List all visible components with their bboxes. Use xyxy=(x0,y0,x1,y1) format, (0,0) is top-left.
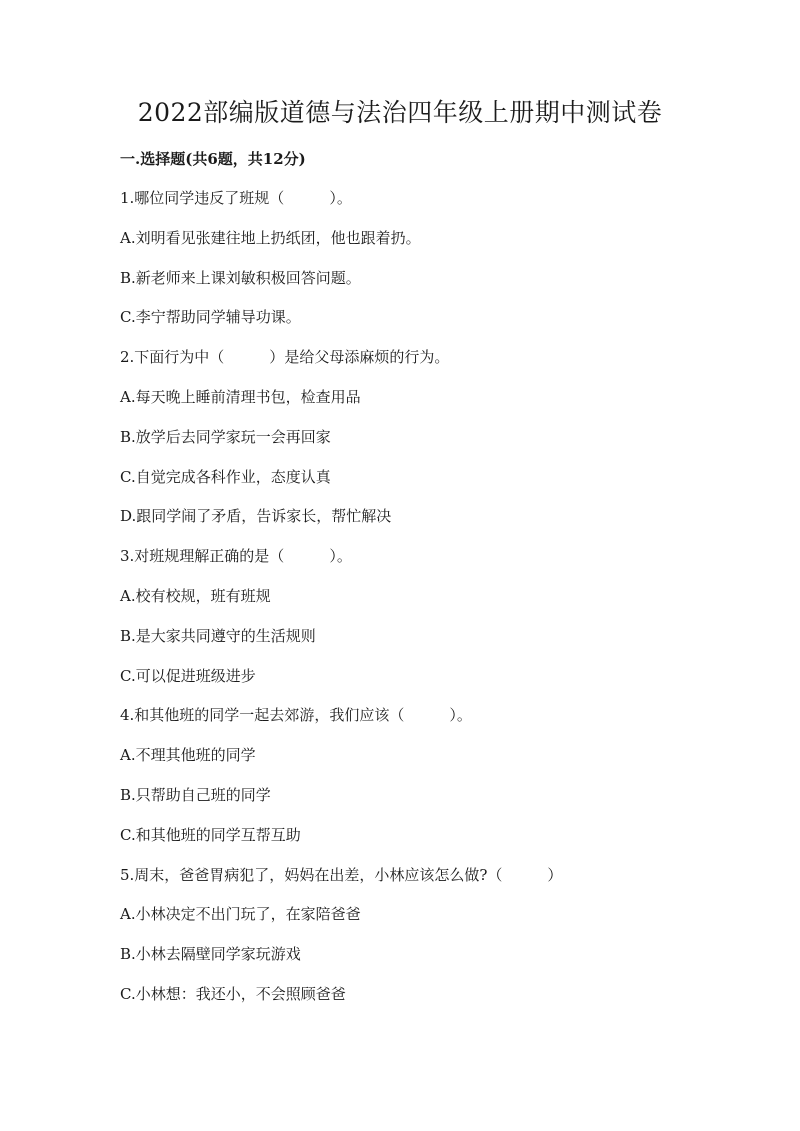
question-option: B.是大家共同遵守的生活规则 xyxy=(120,626,316,645)
question-stem: 1.哪位同学违反了班规（ ）。 xyxy=(120,189,352,207)
question-option: A.刘明看见张建往地上扔纸团，他也跟着扔。 xyxy=(120,228,421,247)
question-option: B.新老师来上课刘敏积极回答问题。 xyxy=(120,268,361,287)
question-option: A.小林决定不出门玩了，在家陪爸爸 xyxy=(120,905,361,924)
question-option: C.小林想：我还小，不会照顾爸爸 xyxy=(120,984,346,1003)
question-option: B.小林去隔壁同学家玩游戏 xyxy=(120,945,301,964)
question-stem: 4.和其他班的同学一起去郊游，我们应该（ ）。 xyxy=(120,706,472,725)
question-option: C.李宁帮助同学辅导功课。 xyxy=(120,308,301,327)
question-option: A.校有校规，班有班规 xyxy=(120,586,271,605)
page-title: 2022部编版道德与法治四年级上册期中测试卷 xyxy=(137,98,663,127)
question-stem: 5.周末，爸爸胃病犯了，妈妈在出差，小林应该怎么做?（ ） xyxy=(120,865,563,884)
question-option: C.自觉完成各科作业，态度认真 xyxy=(120,467,331,486)
question-list xyxy=(120,185,720,1021)
question-option: B.只帮助自己班的同学 xyxy=(120,785,271,804)
question-option: A.不理其他班的同学 xyxy=(120,746,256,765)
question-option: C.和其他班的同学互帮互助 xyxy=(120,825,301,844)
question-option: A.每天晚上睡前清理书包，检查用品 xyxy=(120,387,361,406)
question-stem: 2.下面行为中（ ）是给父母添麻烦的行为。 xyxy=(120,348,450,367)
section-heading: 一.选择题(共6题，共12分) xyxy=(120,150,306,168)
question-option: B.放学后去同学家玩一会再回家 xyxy=(120,427,331,446)
question-option: C.可以促进班级进步 xyxy=(120,666,256,685)
question-option: D.跟同学闹了矛盾，告诉家长，帮忙解决 xyxy=(120,507,392,526)
question-stem: 3.对班规理解正确的是（ ）。 xyxy=(120,547,352,566)
